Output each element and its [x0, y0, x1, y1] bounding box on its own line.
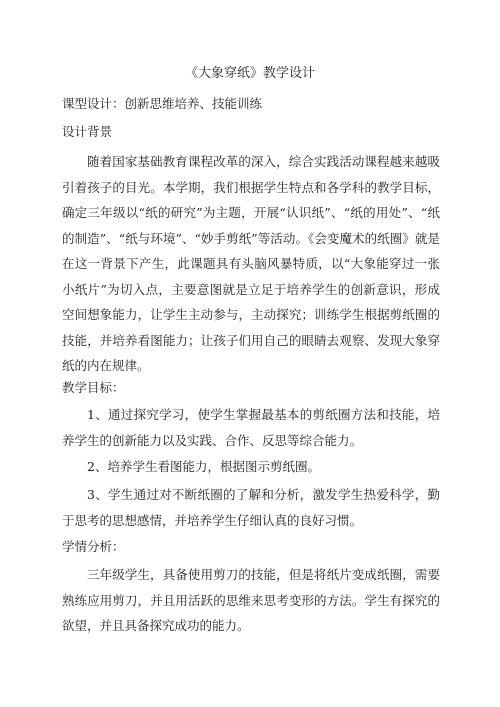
goal-item-3: 3、学生通过对不断纸圈的了解和分析，激发学生热爱科学，勤于思考的思想感情，并培养学生仔细认真的良好习惯。	[62, 487, 440, 528]
analysis-paragraph: 三年级学生，具备使用剪刀的技能，但是将纸片变成纸圈，需要熟练应用剪刀，并且用活跃的思维来思考变形的方法。学生有探究的欲望，并且具备探究成功的能力。	[62, 567, 440, 633]
analysis-heading: 学情分析：	[62, 539, 125, 554]
course-type-line: 课型设计：创新思维培养、技能训练	[62, 96, 263, 111]
document-title: 《大象穿纸》教学设计	[184, 66, 315, 81]
goals-heading: 教学目标：	[62, 380, 125, 395]
goal-item-2: 2、培养学生看图能力，根据图示剪纸圈。	[87, 459, 320, 474]
goal-item-1: 1、通过探究学习，使学生掌握最基本的剪纸圈方法和技能，培养学生的创新能力以及实践、合作、反思等综合能力。	[62, 407, 440, 448]
background-paragraph: 随着国家基础教育课程改革的深入，综合实践活动课程越来越吸引着孩子的目光。本学期，我们根据学生特点和各学科的教学目标，确定三年级以“纸的研究”为主题，开展“认识纸”、“纸的用处”、“纸的制造”、“纸与环境”、“妙手剪纸”等活动。《会变魔术的纸圈》就是在这一背景下产生，此课题具有头脑风暴特质，以“大象能穿过一张小纸片”为切入点，主要意图就是立足于培养学生的创新意识，形成空间想象能力，让学生主动参与，主动探究；训练学生根据剪纸圈的技能，并培养看图能力；让孩子们用自己的眼睛去观察、发现大象穿纸的内在规律。	[62, 154, 440, 373]
background-heading: 设计背景	[62, 124, 113, 139]
